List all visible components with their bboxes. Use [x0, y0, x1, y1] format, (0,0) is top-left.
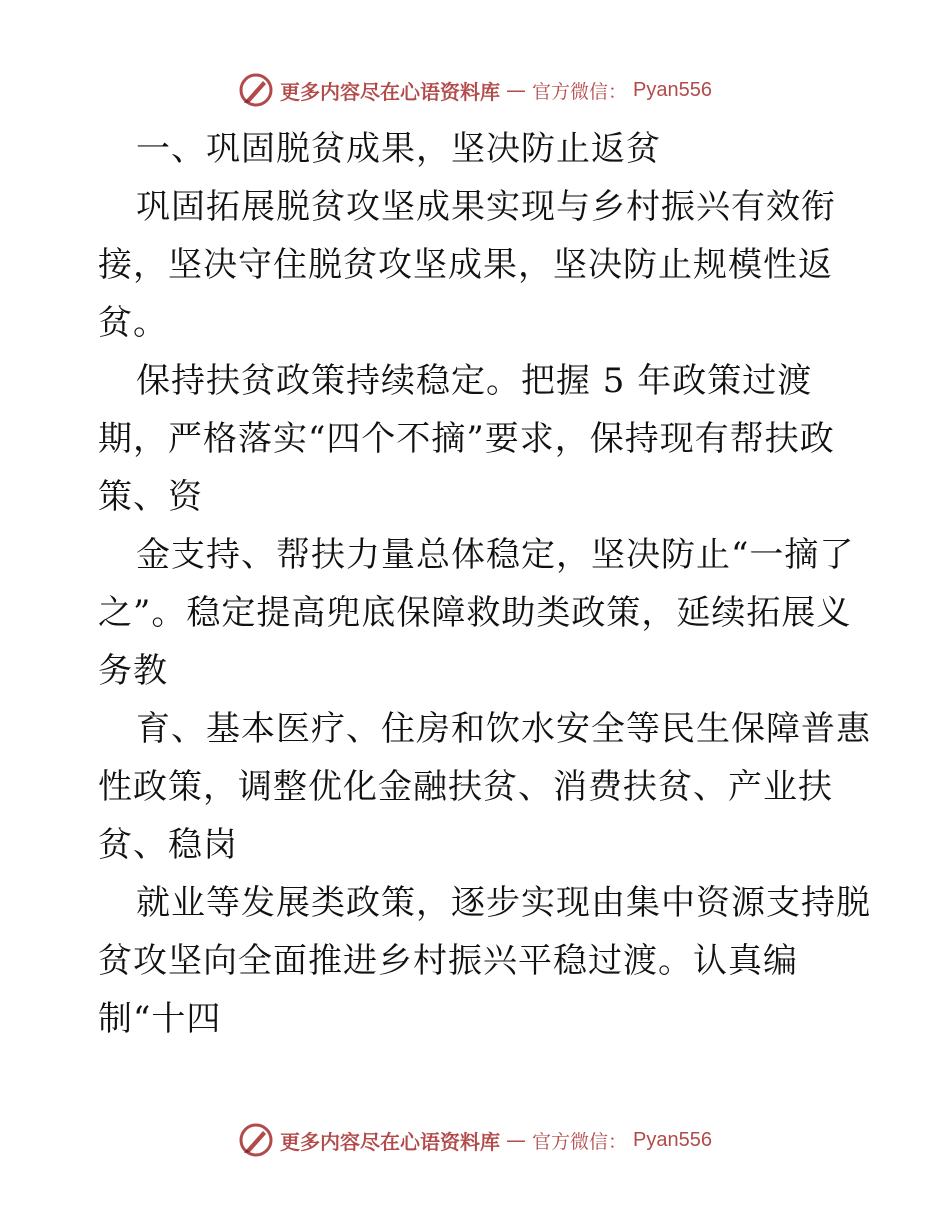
- banner-text: 更多内容尽在心语资料库: [280, 1129, 500, 1154]
- banner-wechat-label: 官方微信：: [532, 80, 628, 103]
- text-line: 期，严格落实“四个不摘”要求，保持现有帮扶政: [98, 419, 835, 459]
- banner-dash: —: [506, 1128, 526, 1152]
- document-body: [98, 120, 871, 1048]
- text-line: 就业等发展类政策，逐步实现由集中资源支持脱: [136, 883, 871, 923]
- banner-wechat-id: Pyan556: [633, 78, 712, 101]
- footer-banner: [0, 1120, 950, 1160]
- text-line: 务教: [98, 651, 168, 691]
- text-line: 贫、稳岗: [98, 825, 238, 865]
- banner-dash: —: [506, 78, 526, 102]
- text-line: 之”。稳定提高兜底保障救助类政策，延续拓展义: [98, 593, 852, 633]
- text-line: 接，坚决守住脱贫攻坚成果，坚决防止规模性返: [98, 245, 833, 285]
- text-line: 制“十四: [98, 999, 222, 1039]
- header-banner: [0, 70, 950, 110]
- text-line: 性政策，调整优化金融扶贫、消费扶贫、产业扶: [98, 767, 833, 807]
- banner-wechat-label: 官方微信：: [532, 1130, 628, 1153]
- section-heading: 一、巩固脱贫成果，坚决防止返贫: [136, 129, 661, 169]
- text-line: 育、基本医疗、住房和饮水安全等民生保障普惠: [136, 709, 871, 749]
- text-line: 策、资: [98, 477, 203, 517]
- pen-logo-icon: [238, 72, 274, 108]
- banner-wechat-id: Pyan556: [633, 1128, 712, 1151]
- text-line: 巩固拓展脱贫攻坚成果实现与乡村振兴有效衔: [136, 187, 836, 227]
- text-line: 金支持、帮扶力量总体稳定，坚决防止“一摘了: [136, 535, 855, 575]
- text-line: 保持扶贫政策持续稳定。把握 5 年政策过渡: [136, 361, 813, 401]
- banner-text: 更多内容尽在心语资料库: [280, 79, 500, 104]
- pen-logo-icon: [238, 1122, 274, 1158]
- text-line: 贫攻坚向全面推进乡村振兴平稳过渡。认真编: [98, 941, 798, 981]
- text-line: 贫。: [98, 303, 168, 343]
